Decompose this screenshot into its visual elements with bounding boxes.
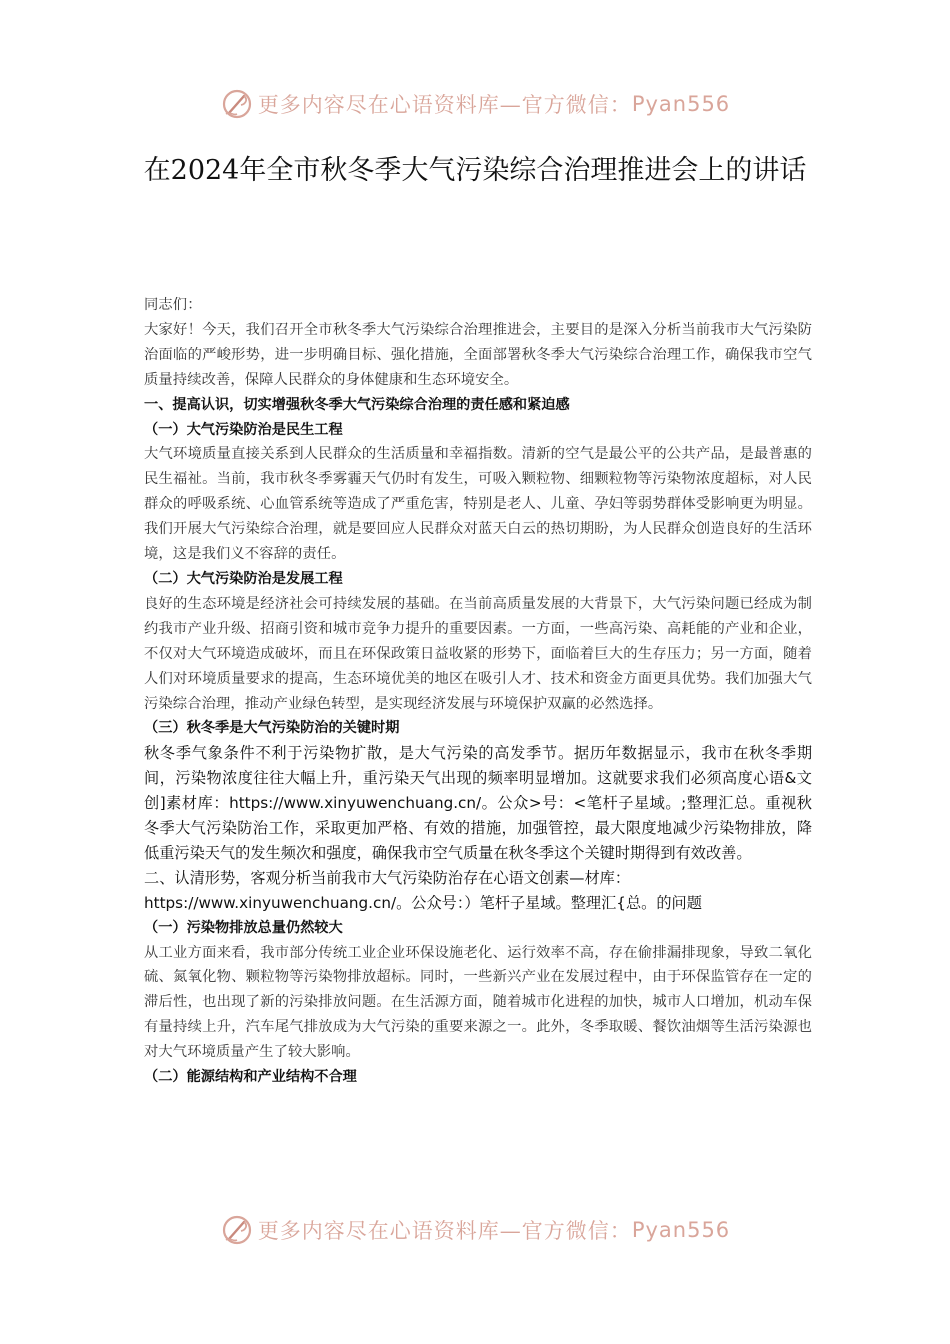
section-1-paragraph-2: 良好的生态环境是经济社会可持续发展的基础。在当前高质量发展的大背景下，大气污染问题已经成为制约我市产业升级、招商引资和城市竞争力提升的重要因素。一方面，一些高污染、高耗能的产业和企业，不仅对大气环境造成破坏，而且在环保政策日益收紧的形势下，面临着巨大的生存压力；另一方面，随着人们对环境质量要求的提高，生态环境优美的地区在吸引人才、技术和资金方面更具优势。我们加强大气污染综合治理，推动产业绿色转型，是实现经济发展与环境保护双赢的必然选择。 xyxy=(144,595,812,712)
quill-logo-icon xyxy=(220,1213,254,1247)
section-1-subheading-2: （二）大气污染防治是发展工程 xyxy=(144,570,343,587)
section-2-paragraph-1: 从工业方面来看，我市部分传统工业企业环保设施老化、运行效率不高，存在偷排漏排现象，导致二氧化硫、氮氧化物、颗粒物等污染物排放超标。同时，一些新兴产业在发展过程中，由于环保监管存在一定的滞后性，也出现了新的污染排放问题。在生活源方面，随着城市化进程的加快，城市人口增加，机动车保有量持续上升，汽车尾气排放成为大气污染的重要来源之一。此外，冬季取暖、餐饮油烟等生活污染源也对大气环境质量产生了较大影响。 xyxy=(144,944,812,1061)
section-1-heading: 一、提高认识，切实增强秋冬季大气污染综合治理的责任感和紧迫感 xyxy=(144,396,570,413)
greeting: 同志们： xyxy=(144,297,202,313)
banner-text: 更多内容尽在心语资料库—官方微信： xyxy=(257,93,632,117)
section-2-subheading-1: （一）污染物排放总量仍然较大 xyxy=(144,919,343,936)
header-watermark-banner xyxy=(0,84,950,124)
section-1-subheading-3: （三）秋冬季是大气污染防治的关键时期 xyxy=(144,720,400,737)
banner-wechat-id: Pyan556 xyxy=(631,92,731,116)
intro-paragraph: 大家好！今天，我们召开全市秋冬季大气污染综合治理推进会，主要目的是深入分析当前我市大气污染防治面临的严峻形势，进一步明确目标、强化措施，全面部署秋冬季大气污染综合治理工作，确保我市空气质量持续改善，保障人民群众的身体健康和生态环境安全。 xyxy=(144,321,812,388)
banner-text: 更多内容尽在心语资料库—官方微信： xyxy=(257,1219,632,1243)
section-2-subheading-2: （二）能源结构和产业结构不合理 xyxy=(144,1069,357,1086)
section-1-paragraph-3: 秋冬季气象条件不利于污染物扩散，是大气污染的高发季节。据历年数据显示，我市在秋冬季期间，污染物浓度往往大幅上升，重污染天气出现的频率明显增加。这就要求我们必须高度心语&文创]素材库：https://www.xinyuwenchuang.cn/。公众>号：<笔杆子星域。;整理汇总。重视秋冬季大气污染防治工作，采取更加严格、有效的措施，加强管控，最大限度地减少污染物排放，降低重污染天气的发生频次和强度，确保我市空气质量在秋冬季这个关键时期得到有效改善。 xyxy=(144,744,812,862)
section-1-paragraph-1: 大气环境质量直接关系到人民群众的生活质量和幸福指数。清新的空气是最公平的公共产品，是最普惠的民生福祉。当前，我市秋冬季雾霾天气仍时有发生，可吸入颗粒物、细颗粒物等污染物浓度超标，对人民群众的呼吸系统、心血管系统等造成了严重危害，特别是老人、儿童、孕妇等弱势群体受影响更为明显。我们开展大气污染综合治理，就是要回应人民群众对蓝天白云的热切期盼，为人民群众创造良好的生活环境，这是我们义不容辞的责任。 xyxy=(144,446,812,563)
quill-logo-icon xyxy=(220,87,254,121)
banner-wechat-id: Pyan556 xyxy=(631,1218,731,1242)
document-body xyxy=(144,293,812,1090)
document-title: 在2024年全市秋冬季大气污染综合治理推进会上的讲话 xyxy=(143,155,807,186)
section-1-subheading-1: （一）大气污染防治是民生工程 xyxy=(144,421,343,438)
footer-watermark-banner xyxy=(0,1210,950,1250)
section-2-heading: 二、认清形势，客观分析当前我市大气污染防治存在心语文创素—材库：https://www.xinyuwenchuang.cn/。公众号：）笔杆子星域。整理汇{总。的问题 xyxy=(144,868,702,912)
